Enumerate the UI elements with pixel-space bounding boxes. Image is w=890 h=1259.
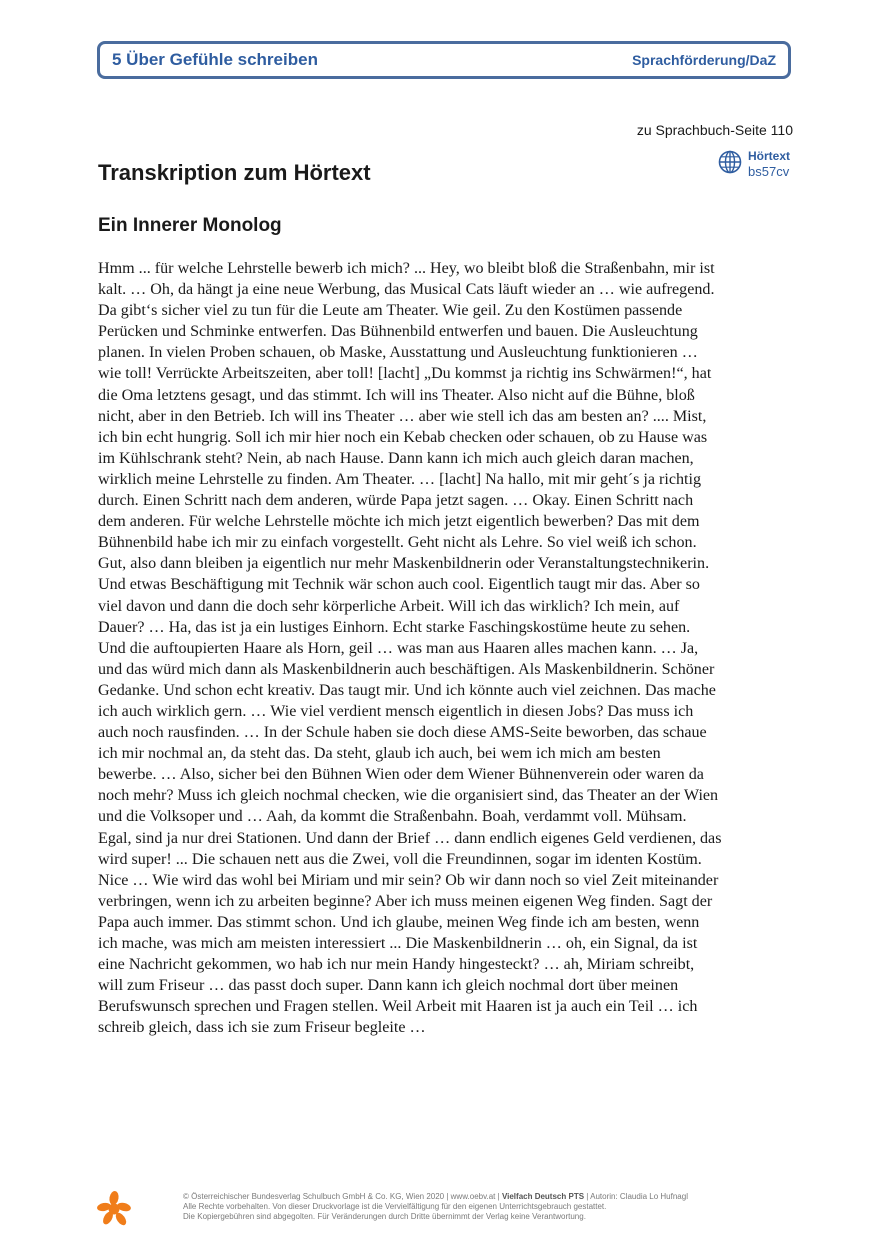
transcript-line: Papa auch immer. Das stimmt schon. Und ich glaube, meinen Weg finde ich am besten, wenn [98, 913, 700, 931]
transcript-line: viel davon und dann die doch sehr körperliche Arbeit. Will ich das wirklich? Ich mein, auf [98, 597, 680, 615]
transcript-line: ich mache, was mich am meisten interessiert ... Die Maskenbildnerin … oh, ein Signal, da ist [98, 935, 698, 952]
transcript-line: planen. In vielen Proben schauen, ob Maske, Ausstattung und Ausleuchtung funktionieren … [98, 344, 698, 362]
transcript-line: Berufswunsch sprechen und Fragen stellen. Weil Arbeit mit Haaren ist ja auch ein Teil … ich [98, 998, 698, 1016]
transcript-line: Hmm ... für welche Lehrstelle bewerb ich mich? ... Hey, wo bleibt bloß die Straßenbahn, mir ist [98, 260, 715, 277]
audio-code[interactable]: bs57cv [748, 164, 790, 179]
transcript-line: auch noch rausfinden. … In der Schule haben sie doch diese AMS-Seite beworben, das schaue [98, 724, 707, 742]
transcript-line: ich bin echt hungrig. Soll ich mir hier noch ein Kebab checken oder schauen, ob zu Hause was [98, 428, 708, 446]
transcript-line: verbringen, wenn ich zu arbeiten beginne? Aber ich muss meinen eigenen Weg finden. Sagt der [98, 892, 713, 910]
chapter-header [97, 41, 791, 79]
transcript-line: Gedanke. Und schon echt kreativ. Das taugt mir. Und ich könnte auch viel zeichnen. Das mache [98, 681, 716, 699]
transcript-line: schreib gleich, dass ich sie zum Friseur begleite … [98, 1019, 426, 1037]
page-reference: zu Sprachbuch-Seite 110 [636, 122, 793, 138]
footer-book-title: Vielfach Deutsch PTS [501, 1192, 585, 1201]
audio-text [748, 149, 790, 179]
transcript-line: dem anderen. Für welche Lehrstelle möchte ich mich jetzt eigentlich bewerben? Das mit dem [98, 513, 700, 531]
transcript-line: ich auch wirklich gern. … Wie viel verdient mensch eigentlich in diesen Jobs? Das muss ich [98, 702, 694, 720]
audio-label: Hörtext [748, 149, 791, 163]
transcript-line: Dauer? … Ha, das ist ja ein lustiges Einhorn. Echt starke Faschingskostüme heute zu sehen. [98, 618, 691, 636]
transcript-line: Und etwas Beschäftigung mit Technik wär schon auch cool. Eigentlich taugt mir das. Aber so [98, 576, 700, 594]
transcript-line: im Kühlschrank steht? Nein, ab nach Hause. Dann kann ich mich auch gleich daran machen, [98, 449, 694, 467]
transcript-line: nicht, aber in den Betrieb. Ich will ins Theater … aber wie stell ich das am besten an? .... Mist, [98, 407, 707, 425]
transcript-line: durch. Einen Schritt nach dem anderen, würde Papa jetzt sagen. … Okay. Einen Schritt nach [98, 492, 694, 510]
transcript-line: Bühnenbild habe ich mir zu einfach vorgestellt. Geht nicht als Lehre. So viel weiß ich schon. [98, 534, 697, 552]
transcript-line: und das würd mich dann als Maskenbildnerin auch beschäftigen. Als Maskenbildnerin. Schöner [98, 660, 715, 678]
transcript-line: wird super! ... Die schauen nett aus die Zwei, voll die Freundinnen, sogar im identen Kostüm. [98, 850, 702, 868]
globe-icon [718, 150, 742, 174]
footer [183, 1192, 688, 1222]
transcript-line: kalt. … Oh, da hängt ja eine neue Werbung, das Musical Cats läuft wieder an … wie aufregend. [98, 281, 715, 299]
transcript-line: und die Volksoper und … Aah, da kommt die Straßenbahn. Boah, verdammt voll. Mühsam. [98, 808, 687, 826]
section-subtitle: Ein Innerer Monolog [98, 215, 282, 236]
publisher-logo-icon [96, 1190, 132, 1226]
chapter-title: 5 Über Gefühle schreiben [112, 50, 318, 69]
transcript-text [98, 258, 798, 1038]
footer-copyright-prefix: © Österreichischer Bundesverlag Schulbuch GmbH & Co. KG, Wien 2020 | www.oebv.at | [183, 1192, 502, 1201]
footer-copyright [183, 1192, 688, 1202]
transcript-line: eine Nachricht gekommen, wo hab ich nur mein Handy hingesteckt? … ah, Miriam schreibt, [98, 956, 695, 974]
transcript-line: Und die auftoupierten Haare als Horn, geil … was man aus Haaren alles machen kann. … Ja, [98, 639, 699, 657]
transcript-line: Egal, sind ja nur drei Stationen. Und dann der Brief … dann endlich eigenes Geld verdienen, das [98, 829, 722, 847]
transcript-line: bewerbe. … Also, sicher bei den Bühnen Wien oder dem Wiener Bühnenverein oder waren da [98, 766, 704, 784]
footer-rights: Alle Rechte vorbehalten. Von dieser Druckvorlage ist die Vervielfältigung für den eigenen Unterrichtsgebrauch gestattet. [183, 1202, 607, 1211]
transcript-line: ich mir nochmal an, da steht das. Da steht, glaub ich auch, bei wem ich mich am besten [98, 745, 661, 763]
footer-author: | Autorin: Claudia Lo Hufnagl [584, 1192, 688, 1201]
footer-disclaimer: Die Kopiergebühren sind abgegolten. Für Veränderungen durch Dritte übernimmt der Verlag keine Verantwortung. [183, 1212, 586, 1221]
transcript-line: wirklich meine Lehrstelle zu finden. Am Theater. … [lacht] Na hallo, mit mir geht´s ja richtig [98, 470, 702, 488]
subject-label: Sprachförderung/DaZ [632, 52, 776, 68]
transcript-line: die Oma letztens gesagt, und das stimmt. Ich will ins Theater. Also nicht auf die Bühne, bloß [98, 386, 695, 404]
transcript-line: noch mehr? Muss ich gleich nochmal checken, wie die organisiert sind, das Theater an der Wien [98, 787, 719, 805]
transcript-line: will zum Friseur … das passt doch super. Dann kann ich gleich nochmal dort über meinen [98, 977, 679, 995]
transcript-line: Da gibt‘s sicher viel zu tun für die Leute am Theater. Wie geil. Zu den Kostümen passende [98, 302, 683, 320]
transcript-line: wie toll! Verrückte Arbeitszeiten, aber toll! [lacht] „Du kommst ja richtig ins Schwärmen!“, hat [98, 365, 712, 383]
transcript-line: Perücken und Schminke entwerfen. Das Bühnenbild entwerfen und bauen. Die Ausleuchtung [98, 323, 698, 341]
transcript-line: Nice … Wie wird das wohl bei Miriam und mir sein? Ob wir dann noch so viel Zeit miteinander [98, 871, 719, 889]
transcript-line: Gut, also dann bleiben ja eigentlich nur mehr Maskenbildnerin oder Veranstaltungstechnikerin. [98, 555, 710, 573]
page-title: Transkription zum Hörtext [98, 160, 371, 185]
audio-link[interactable] [718, 149, 790, 179]
